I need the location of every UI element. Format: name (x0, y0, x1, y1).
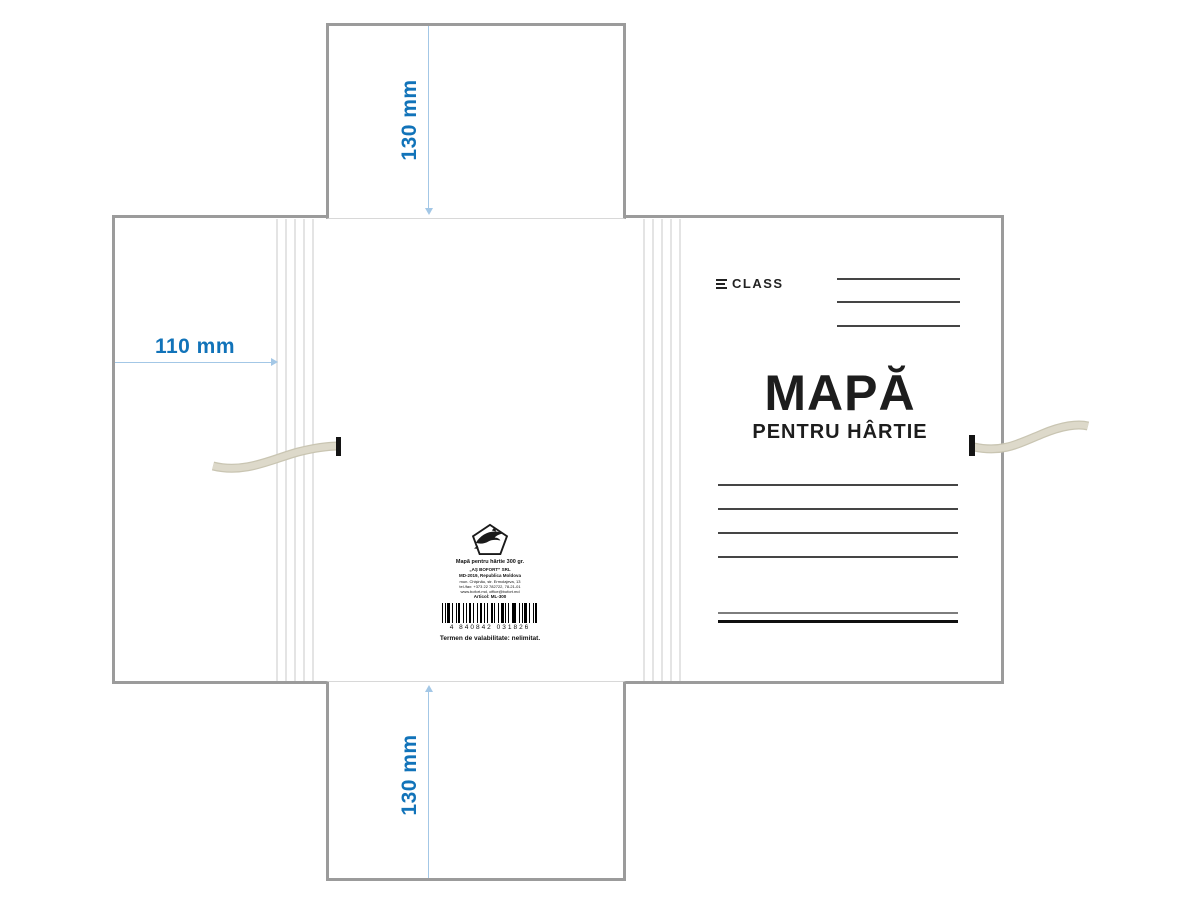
cover-writing-line (837, 325, 960, 327)
class-brand-logo (716, 276, 784, 291)
left-dimension-line (115, 362, 272, 363)
cover-writing-line (837, 278, 960, 280)
top-dimension-arrow (425, 208, 433, 215)
label-web: www.bofort.md, office@bofort.md (460, 589, 520, 595)
ean-barcode (442, 603, 538, 623)
left-dimension-arrow (271, 358, 278, 366)
label-article: Articol: ML-300 (473, 594, 507, 600)
cover-double-rule-thin (718, 612, 958, 614)
manufacturer-label (418, 523, 562, 642)
cover-writing-line (718, 532, 958, 534)
barcode-digits: 4 840842 031826 (449, 624, 531, 632)
label-product-name: Mapă pentru hârtie 300 gr. (455, 559, 525, 565)
cover-writing-line (718, 484, 958, 486)
cover-subtitle: PENTRU HÂRTIE (752, 421, 928, 443)
cover-title: MAPĂ (764, 365, 916, 421)
right-pleat-creases (643, 219, 683, 681)
cover-writing-line (837, 301, 960, 303)
class-logo-bars-icon (716, 279, 727, 289)
left-dimension-label: 110 mm (154, 335, 236, 358)
cover-writing-line (718, 508, 958, 510)
top-flap-outline (326, 23, 626, 219)
label-address: mun. Chişinău, str. Ermolajeva, 13 (459, 578, 521, 584)
bottom-dimension-line (428, 692, 429, 878)
top-dimension-label: 130 mm (398, 79, 421, 161)
elastic-slot-left (336, 437, 341, 456)
label-region: MD-2019, Republica Moldova (458, 572, 521, 578)
cover-title-block (676, 365, 1004, 444)
cover-writing-line (718, 556, 958, 558)
left-pleat-creases (276, 219, 316, 681)
label-validity: Termen de valabilitate: nelimitat. (439, 635, 541, 643)
bottom-dimension-arrow (425, 685, 433, 692)
cover-double-rule-thick (718, 620, 958, 623)
bottom-dimension-label: 130 mm (398, 734, 421, 816)
dolphin-pentagon-logo-icon (470, 523, 510, 556)
label-phone: tel./fax: +373 22 782722, 78-21-01 (459, 584, 521, 589)
label-company: „AŞ BOFORT” SRL (469, 566, 511, 572)
bottom-flap-outline (326, 681, 626, 881)
top-dimension-line (428, 26, 429, 211)
class-logo-text: CLASS (732, 276, 784, 291)
elastic-slot-right (969, 435, 975, 456)
